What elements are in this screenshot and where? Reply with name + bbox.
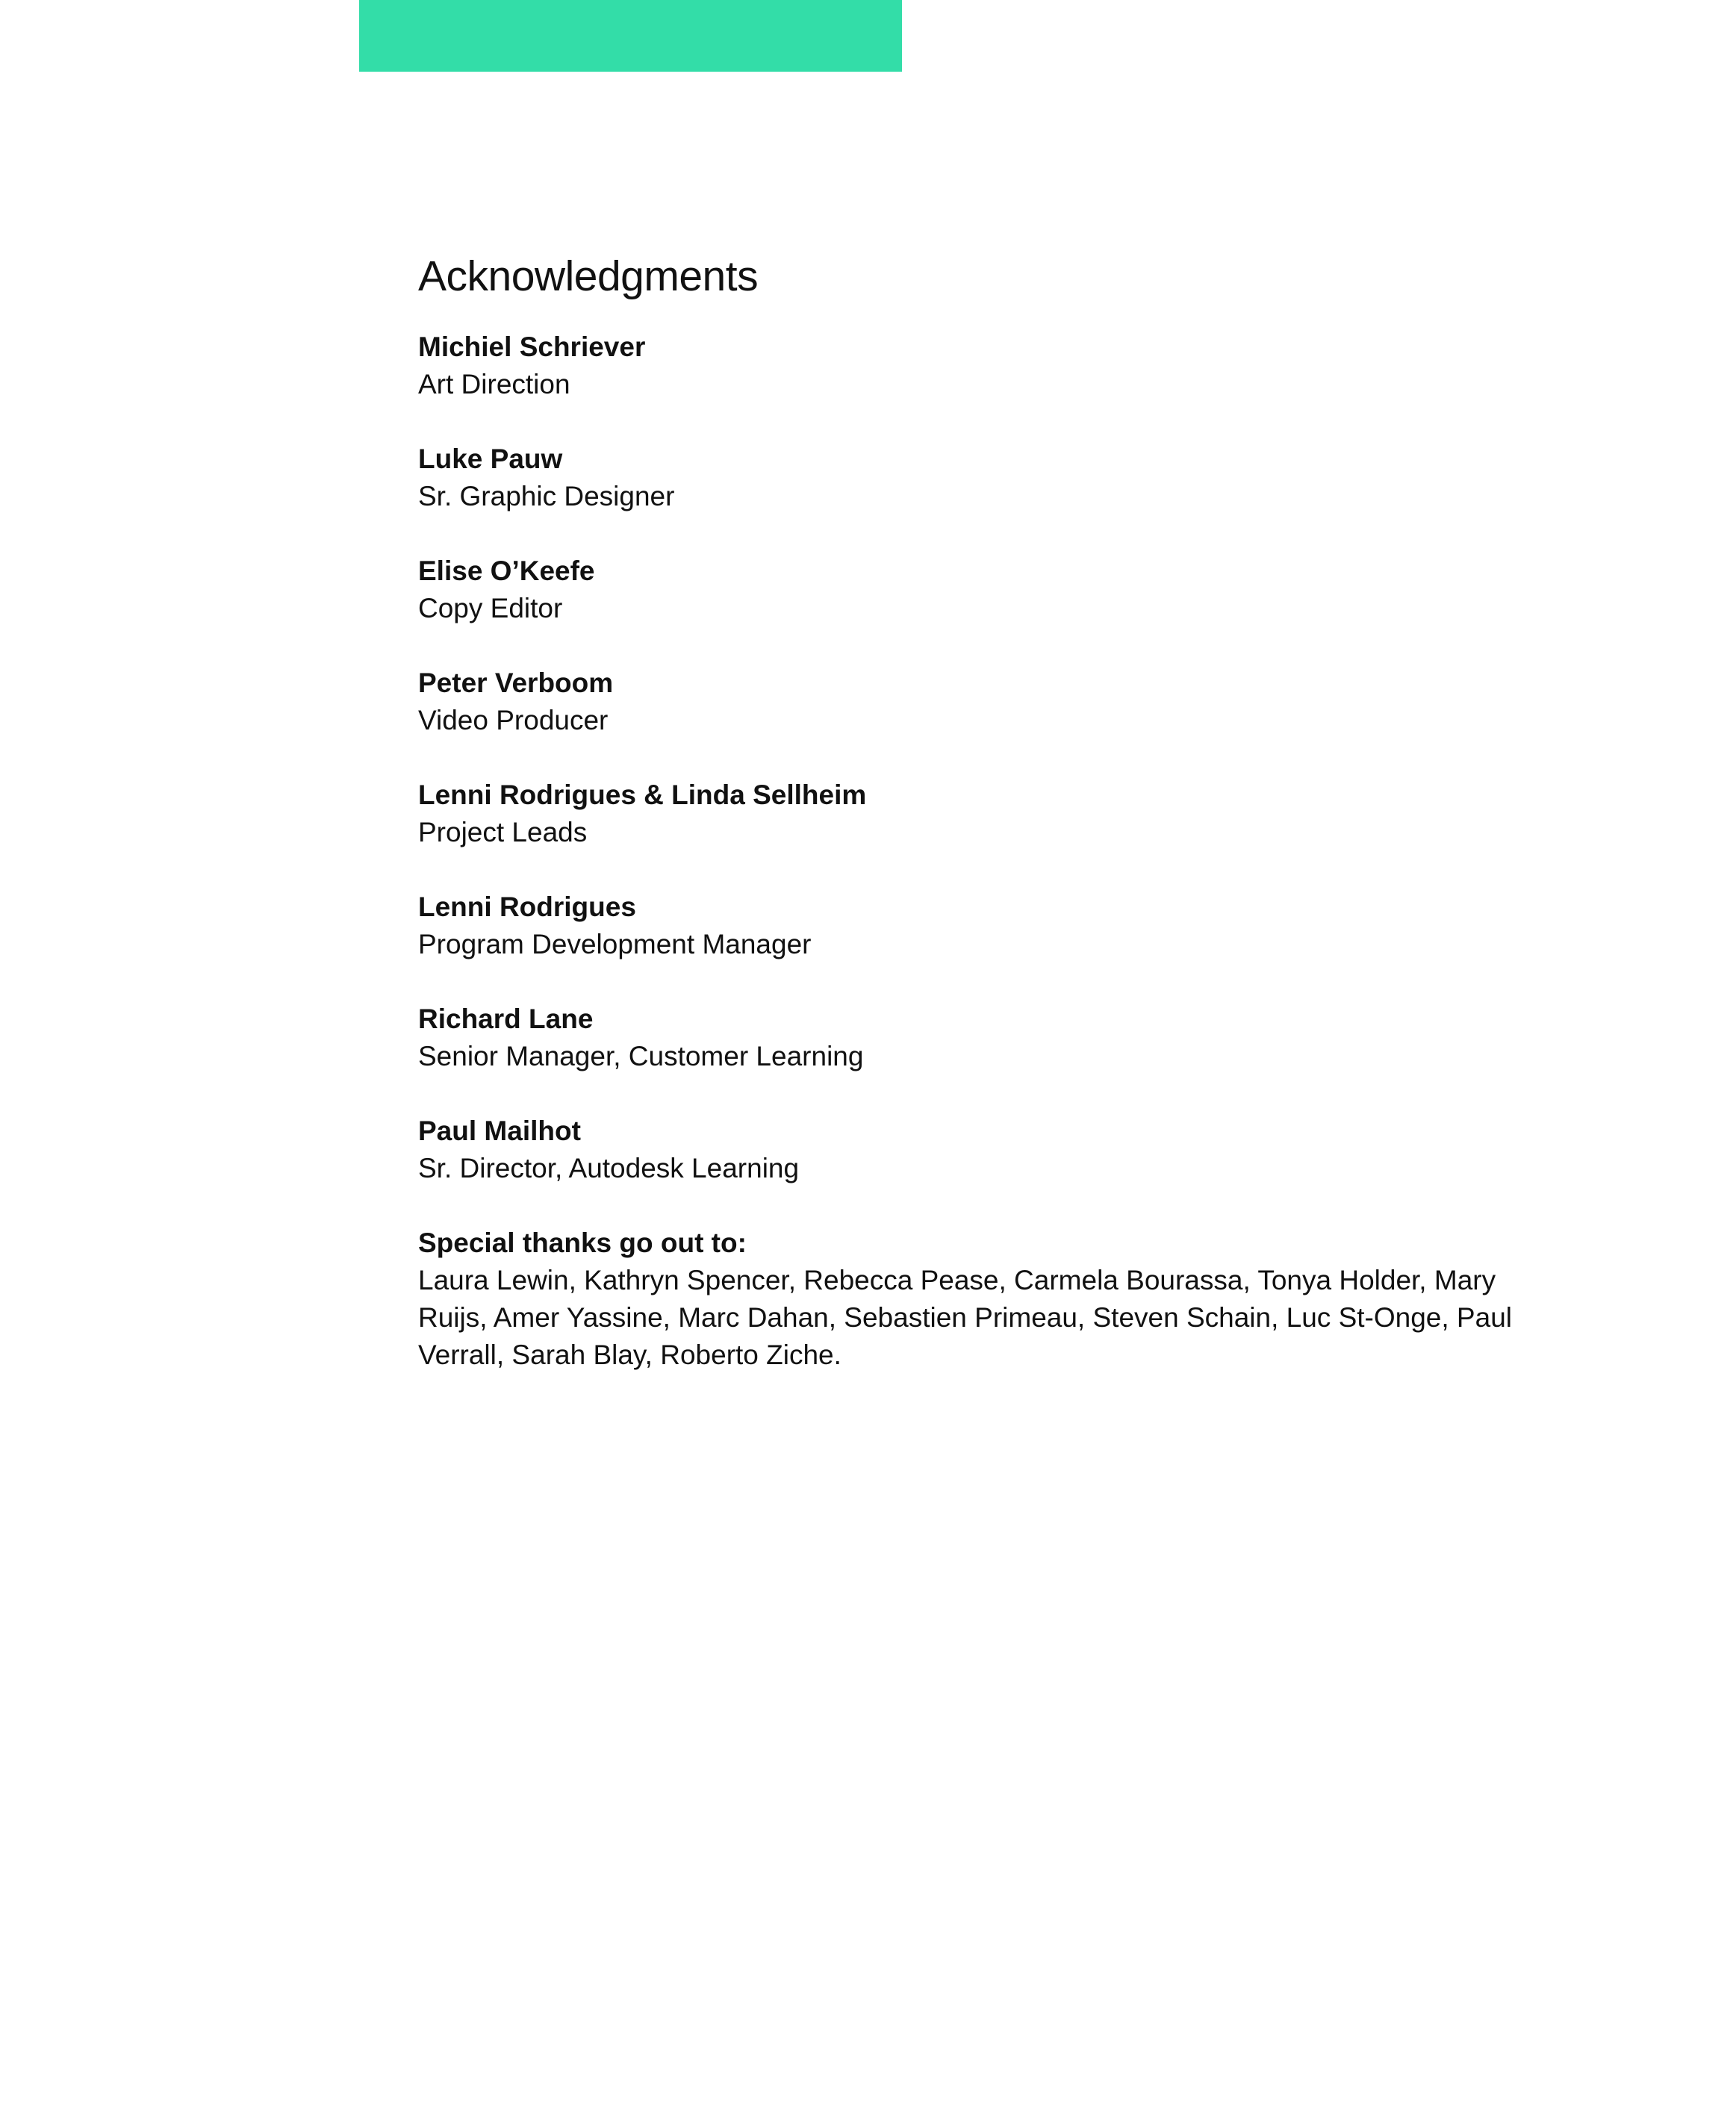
- special-thanks: [418, 1225, 1523, 1374]
- credit-name: Elise O’Keefe: [418, 556, 595, 586]
- credit-name: Paul Mailhot: [418, 1116, 581, 1146]
- credit-role: Sr. Graphic Designer: [418, 481, 675, 511]
- credit-item: [418, 1001, 1523, 1075]
- credit-item: [418, 1113, 1523, 1187]
- credit-role: Video Producer: [418, 705, 609, 735]
- credit-role: Project Leads: [418, 817, 588, 847]
- credit-role: Sr. Director, Autodesk Learning: [418, 1153, 800, 1183]
- credit-name: Michiel Schriever: [418, 332, 646, 362]
- credit-item: [418, 553, 1523, 627]
- credit-name: Richard Lane: [418, 1004, 594, 1034]
- acknowledgments-section: [418, 246, 1523, 1374]
- credit-item: [418, 329, 1523, 403]
- credit-role: Art Direction: [418, 369, 570, 399]
- accent-bar: [359, 0, 902, 72]
- page-title: Acknowledgments: [418, 252, 759, 300]
- special-thanks-names: Laura Lewin, Kathryn Spencer, Rebecca Pease, Carmela Bourassa, Tonya Holder, Mary Ruijs, Amer Yassine, Marc Dahan, Sebastien Primeau, Steven Schain, Luc St-Onge, Paul Verrall, Sarah Blay, Roberto Ziche.: [418, 1265, 1512, 1370]
- credit-item: [418, 889, 1523, 963]
- credit-item: [418, 665, 1523, 739]
- credit-role: Program Development Manager: [418, 929, 812, 959]
- credit-name: Lenni Rodrigues & Linda Sellheim: [418, 780, 867, 810]
- credit-item: [418, 441, 1523, 515]
- credit-role: Senior Manager, Customer Learning: [418, 1041, 864, 1071]
- credit-name: Peter Verboom: [418, 668, 614, 698]
- special-thanks-heading: Special thanks go out to:: [418, 1228, 747, 1258]
- credit-role: Copy Editor: [418, 593, 563, 623]
- credit-name: Lenni Rodrigues: [418, 892, 636, 922]
- credit-name: Luke Pauw: [418, 444, 563, 474]
- credit-item: [418, 777, 1523, 851]
